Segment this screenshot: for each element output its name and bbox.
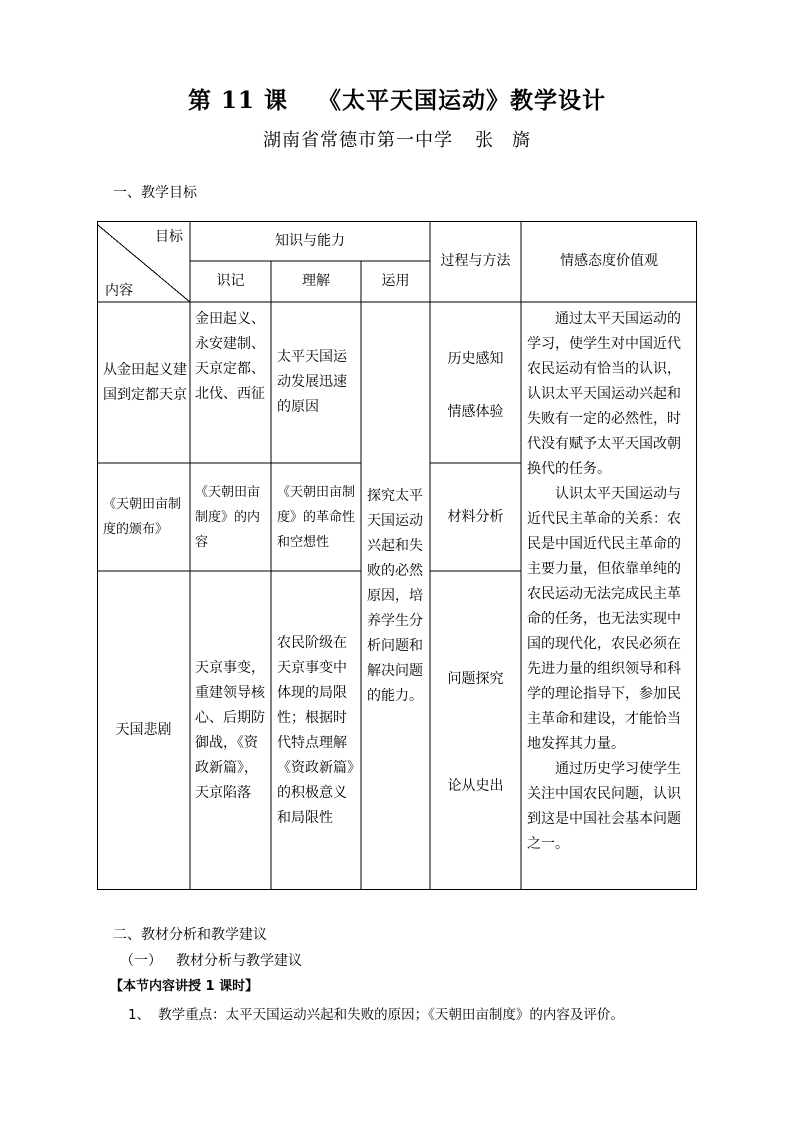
header-emotion: 情感态度价值观 [560, 253, 658, 269]
author-name-second: 旖 [512, 130, 531, 151]
row2-content: 《天朝田亩制度的颁布》 [103, 497, 182, 537]
row3-understand: 农民阶级在天京事变中体现的局限性；根据时代特点理解《资政新篇》的积极意义和局限性 [277, 634, 354, 826]
lesson-number: 第 11 课 [187, 87, 289, 114]
header-understand: 理解 [302, 273, 330, 289]
header-knowledge: 知识与能力 [275, 232, 345, 249]
header-apply: 运用 [381, 273, 410, 289]
page-subtitle [0, 126, 794, 152]
page-title [0, 82, 794, 115]
teaching-focus-number: 1、 [128, 1007, 151, 1023]
row1-process-b: 情感体验 [447, 404, 504, 420]
subsection-number: （一） [120, 953, 162, 969]
subsection-title: 教材分析与教学建议 [176, 953, 302, 969]
emotion-paragraph-1: 通过太平天国运动的学习，使学生对中国近代农民运动有恰当的认识，认识太平天国运动兴起和失败有一定的必然性，时代没有赋予太平天国改朝换代的任务。 [527, 311, 681, 477]
header-memorize: 识记 [216, 273, 245, 289]
row1-content: 从金田起义建国到定都天京 [103, 361, 187, 403]
emotion-paragraph-3: 通过历史学习使学生关注中国农民问题，认识到这是中国社会基本问题之一。 [527, 761, 681, 852]
corner-label-content: 内容 [105, 283, 133, 299]
subsection-heading [120, 950, 302, 970]
row2-memorize: 《天朝田亩制度》的内容 [195, 484, 261, 550]
row3-memorize: 天京事变，重建领导核心、后期防御战，《资政新篇》，天京陷落 [195, 659, 265, 801]
apply-text: 探究太平天国运动兴起和失败的必然原因，培养学生分析问题和解决问题的能力。 [367, 487, 423, 704]
row3-process-a: 问题探究 [447, 671, 504, 687]
lesson-hours-note: 【本节内容讲授 1 课时】 [110, 979, 259, 994]
emotion-paragraph-2: 认识太平天国运动与近代民主革命的关系：农民是中国近代民主革命的主要力量，但依靠单纯的农民运动无法完成民主革命的任务，也无法实现中国的现代化，农民必须在先进力量的组织领导和科学的理论指导下，参加民主革命和建设，才能恰当地发挥其力量。 [527, 486, 681, 752]
teaching-focus [128, 1003, 624, 1023]
teaching-focus-text: 教学重点：太平天国运动兴起和失败的原因；《天朝田亩制度》的内容及评价。 [158, 1007, 624, 1023]
row1-understand: 太平天国运动发展迅速的原因 [277, 349, 347, 415]
objectives-table [97, 221, 697, 890]
author-name-first: 张 [475, 130, 494, 151]
section-heading-objectives: 一、教学目标 [113, 185, 197, 201]
row3-content: 天国悲剧 [115, 722, 172, 738]
row2-understand: 《天朝田亩制度》的革命性和空想性 [277, 484, 356, 550]
section-heading-analysis: 二、教材分析和教学建议 [113, 927, 267, 943]
lesson-name: 《太平天国运动》教学设计 [318, 87, 607, 114]
row3-process-b: 论从史出 [447, 778, 504, 794]
row1-memorize: 金田起义、永安建制、天京定都、北伐、西征 [195, 311, 265, 402]
header-process: 过程与方法 [440, 253, 511, 269]
emotion-text [527, 307, 691, 887]
row1-process-a: 历史感知 [447, 351, 504, 367]
school-name: 湖南省常德市第一中学 [263, 130, 453, 151]
corner-label-objective: 目标 [155, 229, 183, 245]
row2-process: 材料分析 [447, 508, 504, 525]
